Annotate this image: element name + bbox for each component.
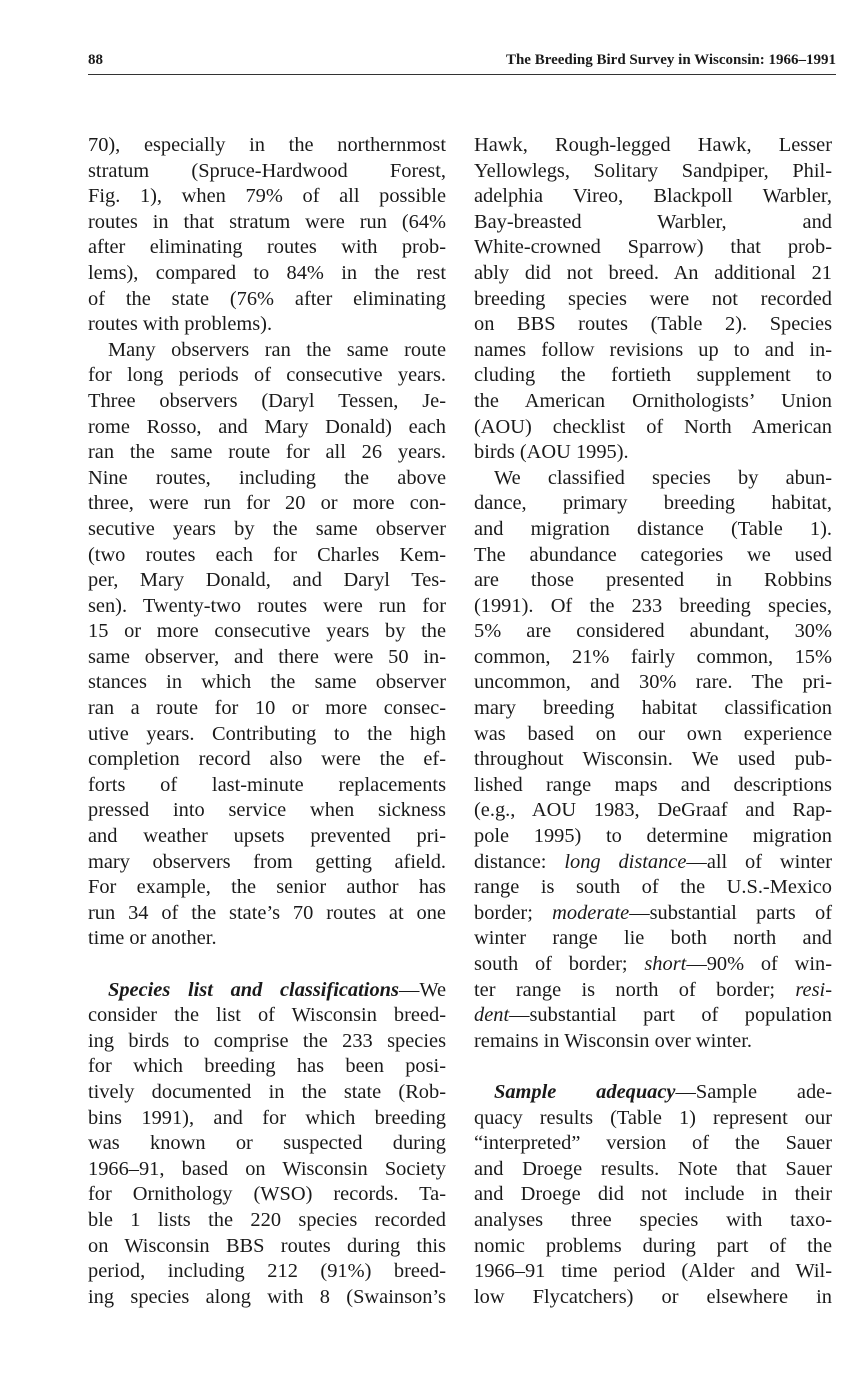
text-line: same observer, and there were 50 in- [88,645,446,668]
text-line: Fig. 1), when 79% of all possible [88,185,446,208]
text-line: pole 1995) to determine migration [474,825,832,848]
text-line-mixed [474,850,832,876]
text-line: uncommon, and 30% rare. The pri- [474,671,832,694]
text-line: rome Rosso, and Mary Donald) each [88,415,446,438]
text-line: (1991). Of the 233 breeding species, [474,594,832,617]
text-line: Hawk, Rough-legged Hawk, Lesser [474,134,832,156]
text-run: ter range is north of border; [474,978,796,1001]
left-column [88,133,446,1310]
text-line: for which breeding has been posi- [88,1055,446,1078]
text-line: range is south of the U.S.-Mexico [474,876,832,899]
text-line: breeding species were not recorded [474,287,832,310]
text-line: ran the same route for all 26 years. [88,441,446,464]
text-line: time or another. [88,927,217,950]
text-line: Three observers (Daryl Tessen, Je- [88,389,446,412]
text-line: run 34 of the state’s 70 routes at one [88,901,446,924]
text-line: lems), compared to 84% in the rest [88,261,446,284]
section-heading: Species list and classifications [108,978,399,1001]
text-line: routes with problems). [88,313,273,336]
text-line: Yellowlegs, Solitary Sandpiper, Phil- [474,159,832,182]
text-line: low Flycatchers) or elsewhere in [474,1285,832,1308]
text-line: was based on our own experience [474,722,832,745]
text-line: secutive years by the same observer [88,517,446,540]
text-line: and Droege did not include in their [474,1183,832,1206]
italic-term: short [644,953,687,975]
text-line: 70), especially in the northernmost [88,134,446,156]
text-line: remains in Wisconsin over winter. [474,1029,752,1052]
text-run: border; [474,901,553,924]
text-line: completion record also were the ef- [88,748,446,771]
text-line: lished range maps and descriptions [474,773,832,796]
italic-term: dent [474,1004,510,1027]
text-line: of the state (76% after eliminating [88,287,446,310]
text-line: cluding the fortieth supplement to [474,364,832,387]
text-run: —all of winter [686,850,832,873]
text-line: ing species along with 8 (Swainson’s [88,1285,446,1308]
text-line: are those presented in Robbins [474,569,832,592]
text-line: Many observers ran the same route [108,338,446,361]
text-line: (e.g., AOU 1983, DeGraaf and Rap- [474,799,832,822]
text-run: —substantial part of population [509,1004,832,1027]
text-line: per, Mary Donald, and Daryl Tes- [88,569,446,592]
text-run: —substantial parts of [629,901,832,924]
text-line-mixed [474,901,832,927]
text-run: —90% of win- [686,953,832,975]
text-run: distance: [474,850,565,873]
text-line: utive years. Contributing to the high [88,722,446,745]
text-line: White-crowned Sparrow) that prob- [474,236,832,259]
text-line: 1966–91 time period (Alder and Wil- [474,1260,832,1283]
text-line: (two routes each for Charles Kem- [88,543,446,566]
text-line: Bay-breasted Warbler, and [474,210,832,233]
text-line: and migration distance (Table 1). [474,517,832,540]
text-line-mixed [474,952,832,978]
italic-term: moderate [552,901,630,924]
text-run: south of border; [474,953,645,975]
text-run: —We [398,978,446,1001]
running-head [88,50,836,75]
text-line: and weather upsets prevented pri- [88,825,446,848]
text-line: on BBS routes (Table 2). Species [474,313,832,336]
text-line: names follow revisions up to and in- [474,338,832,361]
text-line: for long periods of consecutive years. [88,364,446,387]
text-line: dance, primary breeding habitat, [474,492,832,515]
text-line: 5% are considered abundant, 30% [474,620,832,643]
paragraph-gap [474,1054,832,1080]
text-line: stratum (Spruce-Hardwood Forest, [88,159,446,182]
text-line: Nine routes, including the above [88,466,446,489]
text-line: adelphia Vireo, Blackpoll Warbler, [474,185,832,208]
text-line: For example, the senior author has [88,876,446,899]
text-run: —Sample ade- [675,1080,832,1103]
text-line: forts of last-minute replacements [88,773,446,796]
text-line: winter range lie both north and [474,927,832,950]
text-line: consider the list of Wisconsin breed- [88,1004,446,1027]
text-line: “interpreted” version of the Sauer [474,1132,832,1155]
paragraph-gap [88,952,446,978]
text-line: period, including 212 (91%) breed- [88,1260,446,1283]
text-line: and Droege results. Note that Sauer [474,1157,832,1180]
text-line: on Wisconsin BBS routes during this [88,1234,446,1257]
text-line: the American Ornithologists’ Union [474,389,832,412]
text-line: mary observers from getting afield. [88,850,446,873]
text-line: birds (AOU 1995). [474,441,629,464]
text-line: quacy results (Table 1) represent our [474,1106,832,1129]
text-line: for Ornithology (WSO) records. Ta- [88,1183,446,1206]
section-heading: Sample adequacy [494,1080,676,1103]
right-column [474,133,832,1310]
text-line: common, 21% fairly common, 15% [474,645,832,668]
text-line: was known or suspected during [88,1132,446,1155]
italic-term: long distance [564,850,687,873]
text-line: stances in which the same observer [88,671,446,694]
text-line: 15 or more consecutive years by the [88,620,446,643]
text-line: sen). Twenty-two routes were run for [88,594,446,617]
text-line: tively documented in the state (Rob- [88,1080,446,1103]
section-lead-line [88,978,446,1004]
text-line: bins 1991), and for which breeding [88,1106,446,1129]
text-line: 1966–91, based on Wisconsin Society [88,1157,446,1180]
text-line: ing birds to comprise the 233 species [88,1029,446,1052]
running-title: The Breeding Bird Survey in Wisconsin: 1966–1991 [505,52,836,68]
text-line: nomic problems during part of the [474,1234,832,1257]
text-line-mixed [474,1003,832,1029]
text-line: mary breeding habitat classification [474,697,832,720]
text-line: pressed into service when sickness [88,799,446,822]
section-lead-line [474,1080,832,1106]
text-line: analyses three species with taxo- [474,1208,832,1231]
text-line: We classified species by abun- [494,466,832,489]
text-line: three, were run for 20 or more con- [88,492,446,515]
text-line: ble 1 lists the 220 species recorded [88,1208,446,1231]
text-line: (AOU) checklist of North American [474,415,832,438]
text-line: throughout Wisconsin. We used pub- [474,748,832,771]
text-line-mixed [474,978,832,1004]
page-number: 88 [88,52,103,68]
text-line: ably did not breed. An additional 21 [474,261,832,284]
italic-term: resi- [795,978,832,1001]
text-line: after eliminating routes with prob- [88,236,446,259]
text-line: The abundance categories we used [474,543,832,566]
text-line: ran a route for 10 or more consec- [88,697,446,720]
text-line: routes in that stratum were run (64% [88,210,446,233]
